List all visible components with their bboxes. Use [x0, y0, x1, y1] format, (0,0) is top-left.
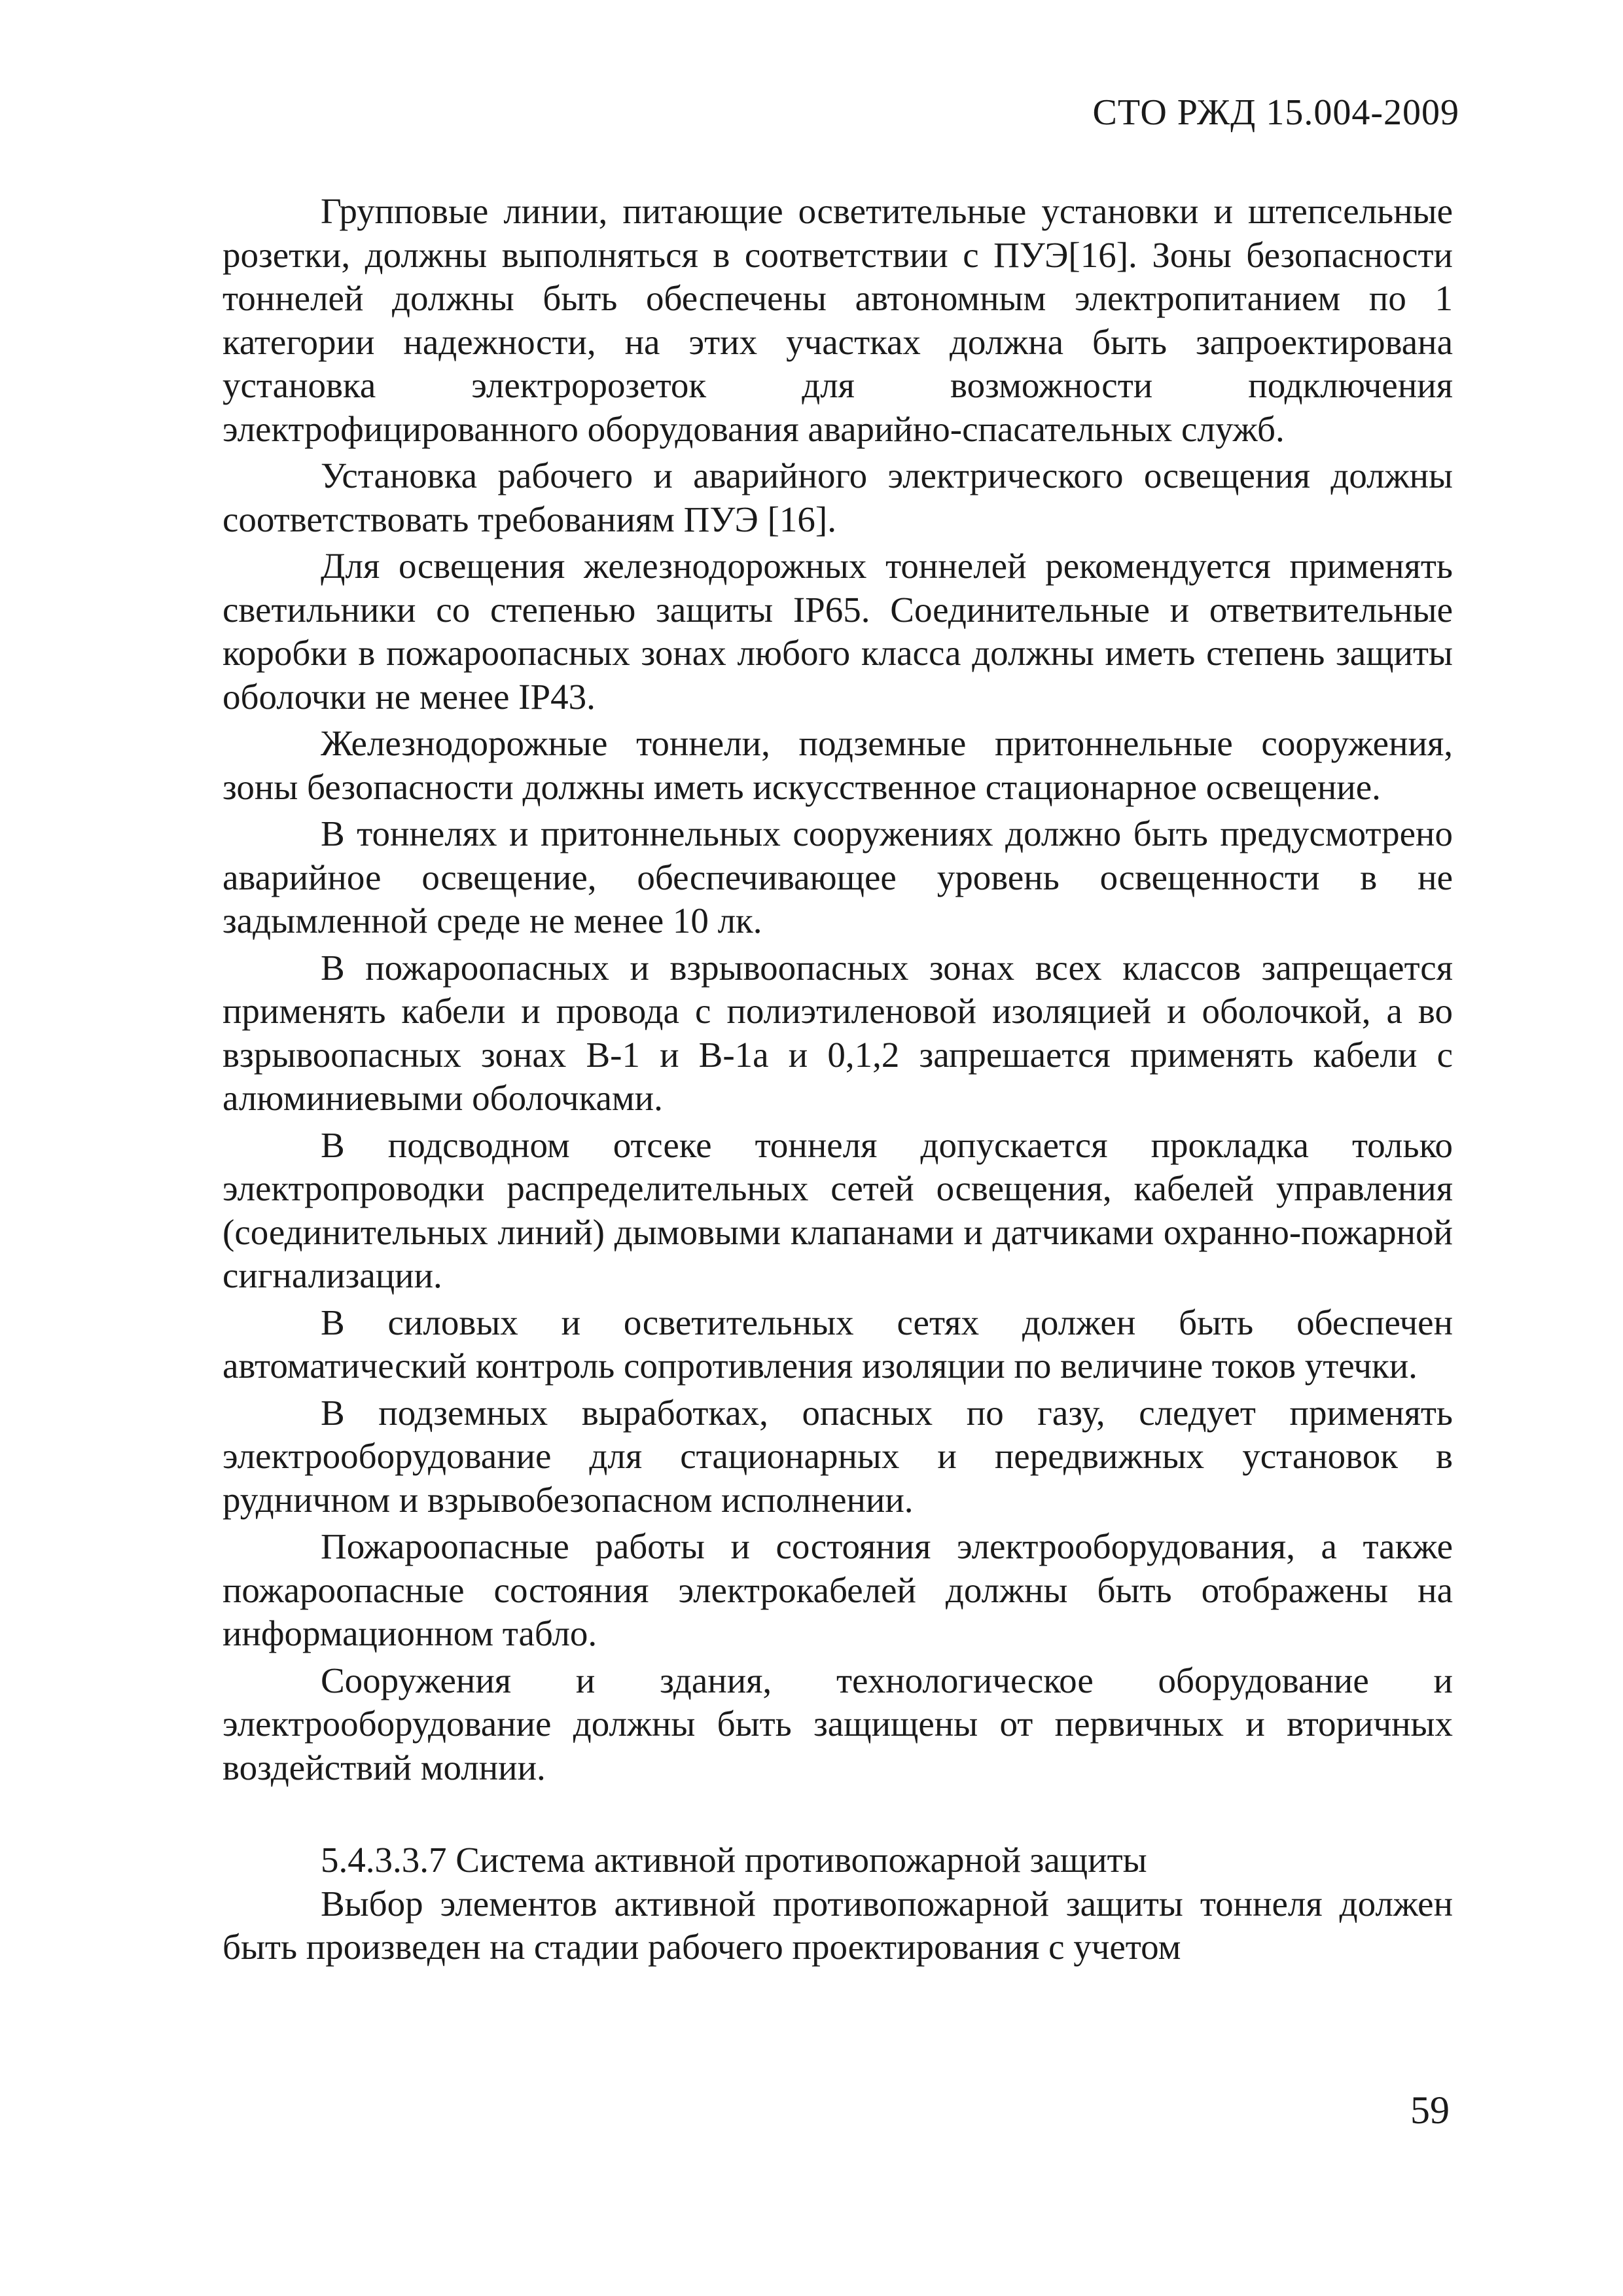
paragraph-lighting-installation: Установка рабочего и аварийного электрического освещения должны соответствовать требованиям ПУЭ [16].	[223, 456, 1453, 539]
paragraph-fire-display: Пожароопасные работы и состояния электрооборудования, а также пожароопасные состояния электрокабелей должны быть отображены на информационном табло.	[223, 1526, 1453, 1653]
paragraph-luminaires-protection: Для освещения железнодорожных тоннелей рекомендуется применять светильники со степенью защиты IP65. Соединительные и ответвительные коробки в пожароопасных зонах любого класса должны иметь степень защиты оболочки не менее IP43.	[223, 546, 1453, 717]
page-number: 59	[1410, 2089, 1450, 2132]
paragraph-gas-hazard: В подземных выработках, опасных по газу, следует применять электрооборудование для стационарных и передвижных установок в рудничном и взрывобезопасном исполнении.	[223, 1392, 1453, 1520]
document-code-header: СТО РЖД 15.004-2009	[1092, 92, 1459, 133]
paragraph-emergency-lighting: В тоннелях и притоннельных сооружениях должно быть предусмотрено аварийное освещение, обеспечивающее уровень освещенности в не задымленной среде не менее 10 лк.	[223, 814, 1453, 941]
paragraph-artificial-lighting: Железнодорожные тоннели, подземные притоннельные сооружения, зоны безопасности должны иметь искусственное стационарное освещение.	[223, 723, 1453, 807]
paragraph-section-intro: Выбор элементов активной противопожарной защиты тоннеля должен быть произведен на стадии рабочего проектирования с учетом	[223, 1883, 1453, 1967]
paragraph-lightning-protection: Сооружения и здания, технологическое оборудование и электрооборудование должны быть защищены от первичных и вторичных воздействий молнии.	[223, 1660, 1453, 1787]
paragraph-vault-compartment: В подсводном отсеке тоннеля допускается прокладка только электропроводки распределительных сетей освещения, кабелей управления (соединительных линий) дымовыми клапанами и датчиками охранно-пожарной сигнализации.	[223, 1124, 1453, 1295]
document-body	[223, 190, 1453, 1973]
paragraph-group-lines: Групповые линии, питающие осветительные установки и штепсельные розетки, должны выполняться в соответствии с ПУЭ[16]. Зоны безопасности тоннелей должны быть обеспечены автономным электропитанием по 1 категории надежности, на этих участках должна быть запроектирована установка электророзеток для возможности подключения электрофицированного оборудования аварийно-спасательных служб.	[223, 191, 1453, 449]
paragraph-cables-restrictions: В пожароопасных и взрывоопасных зонах всех классов запрещается применять кабели и провода с полиэтиленовой изоляцией и оболочкой, а во взрывоопасных зонах В-1 и В-1а и 0,1,2 запрешается применять кабели с алюминиевыми оболочками.	[223, 947, 1453, 1118]
section-heading: 5.4.3.3.7 Система активной противопожарной защиты	[321, 1840, 1147, 1880]
paragraph-insulation-control: В силовых и осветительных сетях должен быть обеспечен автоматический контроль сопротивления изоляции по величине токов утечки.	[223, 1302, 1453, 1386]
